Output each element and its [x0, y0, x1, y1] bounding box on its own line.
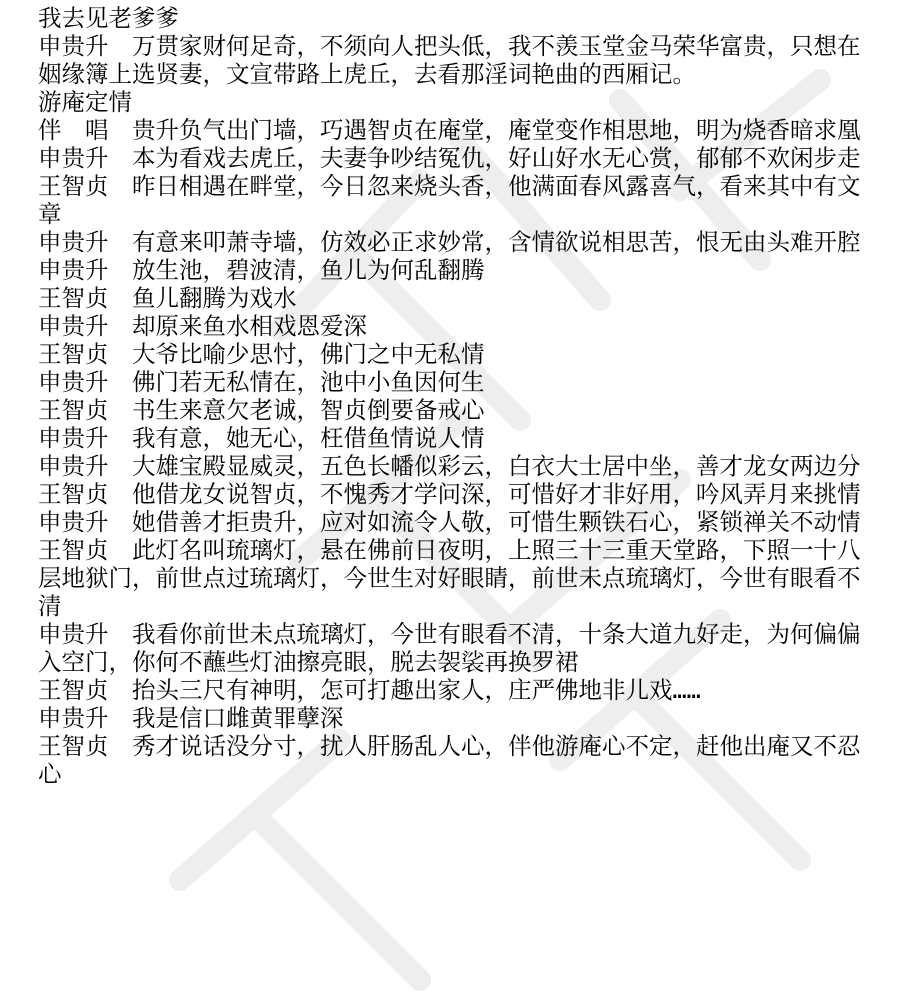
text-line: 王智贞 鱼儿翻腾为戏水 [38, 284, 297, 312]
text-line: 申贵升 放生池，碧波清，鱼儿为何乱翻腾 [38, 256, 485, 284]
text-line: 王智贞 抬头三尺有神明，怎可打趣出家人，庄严佛地非儿戏…… [38, 676, 701, 704]
text-line: 伴 唱 贵升负气出门墙，巧遇智贞在庵堂，庵堂变作相思地，明为烧香暗求凰 [38, 116, 861, 144]
text-line: 申贵升 却原来鱼水相戏恩爱深 [38, 312, 367, 340]
text-line: 王智贞 他借龙女说智贞，不愧秀才学问深，可惜好才非好用，吟风弄月来挑情 [38, 480, 861, 508]
text-line: 申贵升 有意来叩萧寺墙，仿效必正求妙常，含情欲说相思苦，恨无由头难开腔 [38, 228, 861, 256]
text-line: 申贵升 本为看戏去虎丘，夫妻争吵结冤仇，好山好水无心赏，郁郁不欢闲步走 [38, 144, 861, 172]
text-line: 申贵升 我是信口雌黄罪孽深 [38, 704, 344, 732]
text-line: 王智贞 此灯名叫琉璃灯，悬在佛前日夜明，上照三十三重天堂路，下照一十八层地狱门，前世点过琉璃灯，今世生对好眼睛，前世未点琉璃灯，今世有眼看不清 [38, 536, 861, 620]
text-line: 王智贞 秀才说话没分寸，扰人肝肠乱人心，伴他游庵心不定，赶他出庵又不忍心 [38, 732, 861, 788]
text-line: 申贵升 我看你前世未点琉璃灯，今世有眼看不清，十条大道九好走，为何偏偏入空门，你何不蘸些灯油擦亮眼，脱去袈裟再换罗裙 [38, 620, 861, 676]
text-line: 王智贞 昨日相遇在畔堂，今日忽来烧头香，他满面春风露喜气，看来其中有文章 [38, 172, 861, 228]
text-line: 王智贞 书生来意欠老诚，智贞倒要备戒心 [38, 396, 485, 424]
text-line: 申贵升 我有意，她无心，枉借鱼情说人情 [38, 424, 485, 452]
text-line: 申贵升 万贯家财何足奇，不须向人把头低，我不羡玉堂金马荣华富贵，只想在姻缘簿上选贤妻，文宣带路上虎丘，去看那淫词艳曲的西厢记。 [38, 32, 861, 88]
text-line: 申贵升 大雄宝殿显威灵，五色长幡似彩云，白衣大士居中坐，善才龙女两边分 [38, 452, 861, 480]
text-line: 申贵升 佛门若无私情在，池中小鱼因何生 [38, 368, 485, 396]
script-text [38, 4, 878, 788]
text-line: 我去见老爹爹 [38, 4, 179, 32]
section-heading: 游庵定情 [38, 88, 132, 116]
text-line: 王智贞 大爷比喻少思忖，佛门之中无私情 [38, 340, 485, 368]
text-line: 申贵升 她借善才拒贵升，应对如流令人敬，可惜生颗铁石心，紧锁禅关不动情 [38, 508, 861, 536]
